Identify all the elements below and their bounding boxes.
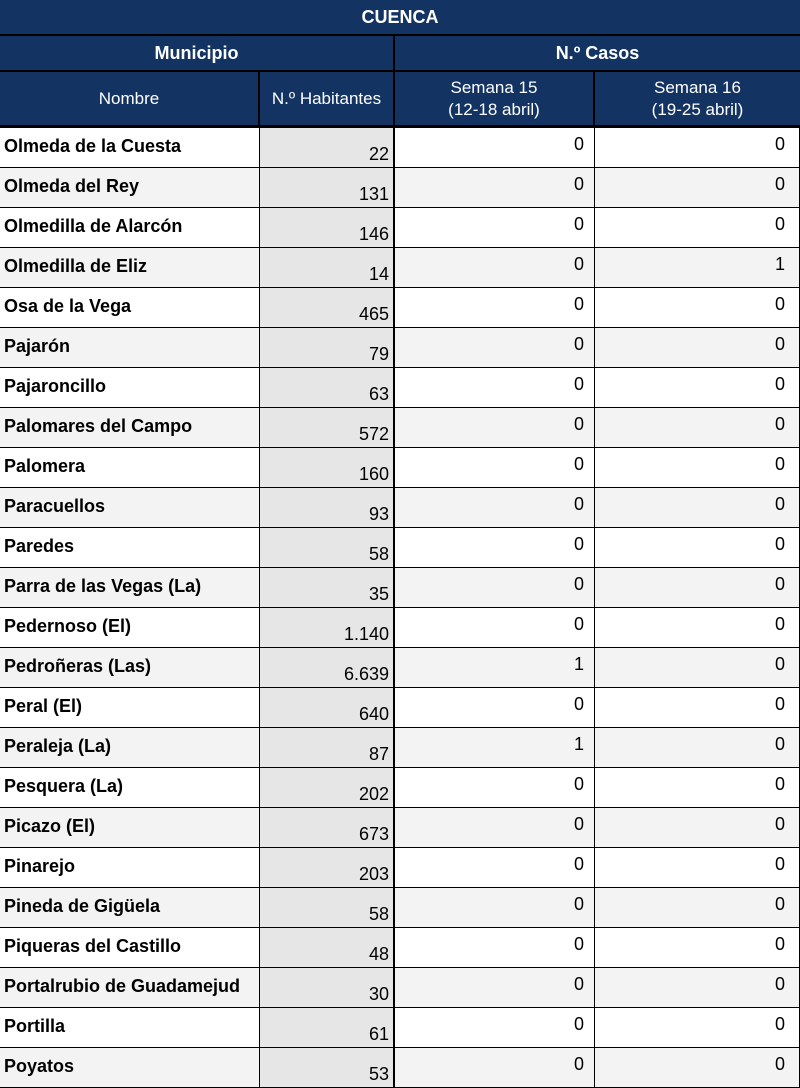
table-row xyxy=(0,928,800,968)
cell-nombre: Pesquera (La) xyxy=(0,768,260,807)
cell-nombre: Peral (El) xyxy=(0,688,260,727)
cell-nombre: Olmeda del Rey xyxy=(0,168,260,207)
cell-semana16: 0 xyxy=(595,1008,800,1047)
cell-habitantes: 1.140 xyxy=(260,608,395,647)
table-row xyxy=(0,208,800,248)
cell-nombre: Peraleja (La) xyxy=(0,728,260,767)
cell-habitantes: 35 xyxy=(260,568,395,607)
cell-habitantes: 93 xyxy=(260,488,395,527)
cell-semana16: 0 xyxy=(595,968,800,1007)
cell-semana16: 0 xyxy=(595,528,800,567)
cell-semana16: 0 xyxy=(595,888,800,927)
table-row xyxy=(0,1048,800,1088)
cell-semana16: 0 xyxy=(595,928,800,967)
cell-habitantes: 131 xyxy=(260,168,395,207)
cell-habitantes: 14 xyxy=(260,248,395,287)
cell-semana15: 0 xyxy=(395,608,595,647)
cell-nombre: Pinarejo xyxy=(0,848,260,887)
cell-semana16: 0 xyxy=(595,1048,800,1087)
column-header-nombre xyxy=(0,72,260,127)
cell-habitantes: 58 xyxy=(260,888,395,927)
cell-semana15: 0 xyxy=(395,128,595,167)
group-header-row xyxy=(0,36,800,72)
cell-habitantes: 87 xyxy=(260,728,395,767)
cell-semana15: 0 xyxy=(395,1008,595,1047)
cell-semana15: 0 xyxy=(395,208,595,247)
column-header-nombre-label: Nombre xyxy=(98,88,160,108)
cell-habitantes: 53 xyxy=(260,1048,395,1087)
table-row xyxy=(0,688,800,728)
cell-semana16: 0 xyxy=(595,128,800,167)
cell-habitantes: 160 xyxy=(260,448,395,487)
cell-semana15: 1 xyxy=(395,728,595,767)
table-row xyxy=(0,888,800,928)
cell-semana15: 0 xyxy=(395,368,595,407)
cell-semana16: 0 xyxy=(595,808,800,847)
cell-nombre: Picazo (El) xyxy=(0,808,260,847)
cell-semana16: 0 xyxy=(595,608,800,647)
cell-habitantes: 203 xyxy=(260,848,395,887)
table-row xyxy=(0,808,800,848)
cell-semana16: 0 xyxy=(595,288,800,327)
table-row xyxy=(0,728,800,768)
cell-habitantes: 465 xyxy=(260,288,395,327)
table-row xyxy=(0,528,800,568)
cell-habitantes: 572 xyxy=(260,408,395,447)
cell-nombre: Palomera xyxy=(0,448,260,487)
cell-semana15: 0 xyxy=(395,488,595,527)
cell-nombre: Olmeda de la Cuesta xyxy=(0,128,260,167)
cell-semana15: 0 xyxy=(395,168,595,207)
cell-habitantes: 146 xyxy=(260,208,395,247)
cell-nombre: Portilla xyxy=(0,1008,260,1047)
cell-semana15: 0 xyxy=(395,288,595,327)
cell-semana15: 0 xyxy=(395,768,595,807)
column-header-row xyxy=(0,72,800,127)
table-row xyxy=(0,968,800,1008)
cell-semana16: 0 xyxy=(595,728,800,767)
table-row xyxy=(0,848,800,888)
cell-semana16: 0 xyxy=(595,408,800,447)
cell-semana16: 0 xyxy=(595,208,800,247)
cell-semana15: 0 xyxy=(395,928,595,967)
table-row xyxy=(0,168,800,208)
cell-nombre: Pedroñeras (Las) xyxy=(0,648,260,687)
cell-nombre: Pajaroncillo xyxy=(0,368,260,407)
cell-nombre: Piqueras del Castillo xyxy=(0,928,260,967)
group-header-municipio: Municipio xyxy=(0,36,395,72)
cell-semana15: 1 xyxy=(395,648,595,687)
cell-habitantes: 61 xyxy=(260,1008,395,1047)
cell-semana15: 0 xyxy=(395,968,595,1007)
cell-semana16: 0 xyxy=(595,168,800,207)
cell-semana16: 0 xyxy=(595,848,800,887)
cell-nombre: Pineda de Gigüela xyxy=(0,888,260,927)
cell-nombre: Poyatos xyxy=(0,1048,260,1087)
cell-habitantes: 48 xyxy=(260,928,395,967)
table-title: CUENCA xyxy=(0,0,800,36)
cell-nombre: Olmedilla de Eliz xyxy=(0,248,260,287)
cell-semana15: 0 xyxy=(395,528,595,567)
table-row xyxy=(0,648,800,688)
cell-nombre: Pedernoso (El) xyxy=(0,608,260,647)
cell-nombre: Portalrubio de Guadamejud xyxy=(0,968,260,1007)
table-row xyxy=(0,128,800,168)
cell-semana15: 0 xyxy=(395,328,595,367)
cell-habitantes: 22 xyxy=(260,128,395,167)
table-body xyxy=(0,127,800,1088)
cell-semana15: 0 xyxy=(395,248,595,287)
cell-habitantes: 30 xyxy=(260,968,395,1007)
table-row xyxy=(0,408,800,448)
column-header-semana15-line1: Semana 15 xyxy=(450,77,538,97)
column-header-semana15-line2: (12-18 abril) xyxy=(448,99,540,119)
table-row xyxy=(0,368,800,408)
cell-nombre: Paredes xyxy=(0,528,260,567)
table-row xyxy=(0,488,800,528)
cell-habitantes: 58 xyxy=(260,528,395,567)
cell-semana15: 0 xyxy=(395,568,595,607)
cell-semana15: 0 xyxy=(395,888,595,927)
cell-semana15: 0 xyxy=(395,688,595,727)
table-row xyxy=(0,448,800,488)
cell-semana16: 0 xyxy=(595,688,800,727)
cell-semana16: 0 xyxy=(595,448,800,487)
table-row xyxy=(0,1008,800,1048)
cell-semana15: 0 xyxy=(395,1048,595,1087)
cell-semana16: 0 xyxy=(595,568,800,607)
cell-nombre: Osa de la Vega xyxy=(0,288,260,327)
table-row xyxy=(0,568,800,608)
column-header-semana16-line2: (19-25 abril) xyxy=(651,99,744,119)
cell-habitantes: 63 xyxy=(260,368,395,407)
column-header-habitantes xyxy=(260,72,395,127)
cell-nombre: Parra de las Vegas (La) xyxy=(0,568,260,607)
table-row xyxy=(0,288,800,328)
table-row xyxy=(0,608,800,648)
cell-habitantes: 640 xyxy=(260,688,395,727)
cell-habitantes: 202 xyxy=(260,768,395,807)
cell-nombre: Palomares del Campo xyxy=(0,408,260,447)
column-header-semana16-line1: Semana 16 xyxy=(654,77,741,97)
cell-habitantes: 6.639 xyxy=(260,648,395,687)
column-header-habitantes-label: N.º Habitantes xyxy=(271,88,382,108)
cell-semana16: 0 xyxy=(595,368,800,407)
cell-habitantes: 673 xyxy=(260,808,395,847)
column-header-semana15 xyxy=(395,72,595,127)
table-row xyxy=(0,768,800,808)
cell-semana15: 0 xyxy=(395,448,595,487)
cell-semana15: 0 xyxy=(395,848,595,887)
cell-semana16: 0 xyxy=(595,488,800,527)
cell-nombre: Olmedilla de Alarcón xyxy=(0,208,260,247)
column-header-semana16 xyxy=(595,72,800,127)
cell-semana16: 0 xyxy=(595,648,800,687)
cell-habitantes: 79 xyxy=(260,328,395,367)
cell-semana15: 0 xyxy=(395,808,595,847)
cell-semana16: 0 xyxy=(595,768,800,807)
table-row xyxy=(0,248,800,288)
table-row xyxy=(0,328,800,368)
cell-semana15: 0 xyxy=(395,408,595,447)
group-header-casos: N.º Casos xyxy=(395,36,800,72)
cell-semana16: 0 xyxy=(595,328,800,367)
cell-nombre: Pajarón xyxy=(0,328,260,367)
cell-semana16: 1 xyxy=(595,248,800,287)
cell-nombre: Paracuellos xyxy=(0,488,260,527)
